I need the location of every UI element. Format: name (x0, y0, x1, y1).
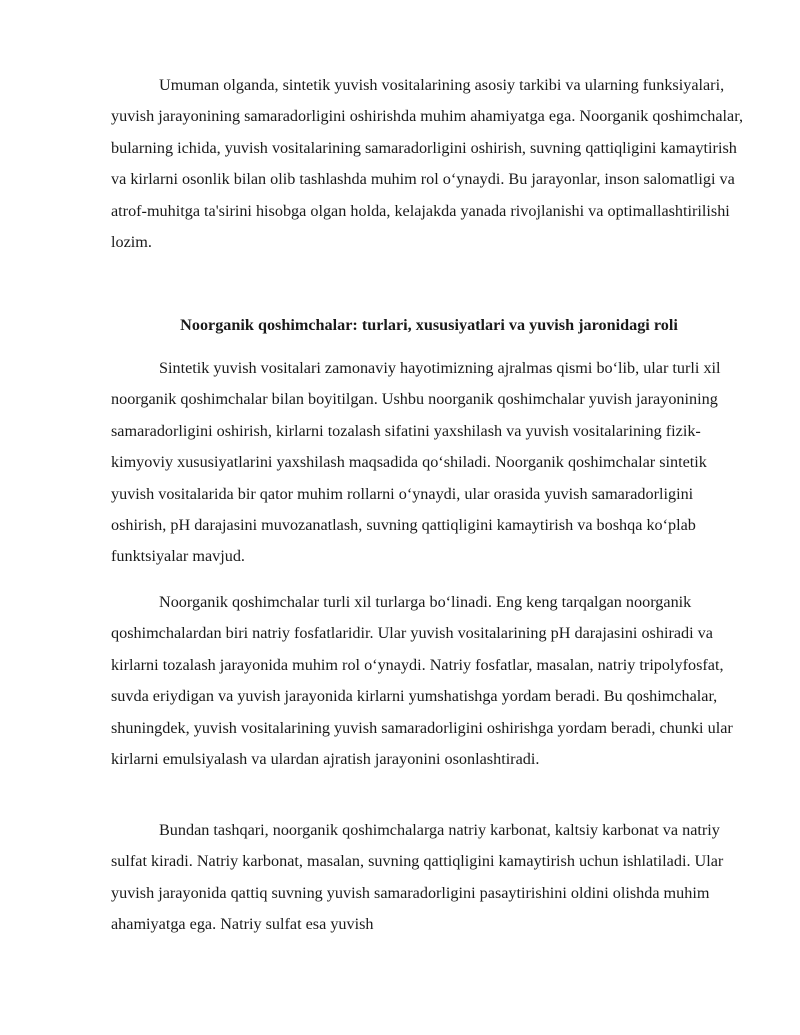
body-paragraph-4: Bundan tashqari, noorganik qoshimchalarga natriy karbonat, kaltsiy karbonat va natriy sulfat kiradi. Natriy karbonat, masalan, suvning qattiqligini kamaytirish uchun ishlatiladi. Ular yuvish jarayonida qattiq suvning yuvish samaradorligini pasaytirishini oldini olishda muhim ahamiyatga ega. Natriy sulfat esa yuvish (111, 821, 724, 934)
body-paragraph-2: Sintetik yuvish vositalari zamonaviy hayotimizning ajralmas qismi bo‘lib, ular turli xil noorganik qoshimchalar bilan boyitilgan. Ushbu noorganik qoshimchalar yuvish jarayonining samaradorligini oshirish, kirlarni tozalash sifatini yaxshilash va yuvish vositalarining fizik-kimyoviy xususiyatlarini yaxshilash maqsadida qo‘shiladi. Noorganik qoshimchalar sintetik yuvish vositalarida bir qator muhim rollarni o‘ynaydi, ular orasida yuvish samaradorligini oshirish, pH darajasini muvozanatlash, suvning qattiqligini kamaytirish va boshqa ko‘plab funktsiyalar mavjud. (111, 359, 721, 566)
body-paragraph-1: Umuman olganda, sintetik yuvish vositalarining asosiy tarkibi va ularning funksiyalari, yuvish jarayonining samaradorligini oshirishda muhim ahamiyatga ega. Noorganik qoshimchalar, bularning ichida, yuvish vositalarining samaradorligini oshirish, suvning qattiqligini kamaytirish va kirlarni osonlik bilan olib tashlashda muhim rol o‘ynaydi. Bu jarayonlar, inson salomatligi va atrof-muhitga ta'sirini hisobga olgan holda, kelajakda yanada rivojlanishi va optimallashtirilishi lozim. (111, 76, 744, 252)
body-paragraph-3: Noorganik qoshimchalar turli xil turlarga bo‘linadi. Eng keng tarqalgan noorganik qoshimchalardan biri natriy fosfatlaridir. Ular yuvish vositalarining pH darajasini oshiradi va kirlarni tozalash jarayonida muhim rol o‘ynaydi. Natriy fosfatlar, masalan, natriy tripolyfosfat, suvda eriydigan va yuvish jarayonida kirlarni yumshatishga yordam beradi. Bu qoshimchalar, shuningdek, yuvish vositalarining yuvish samaradorligini oshirishga yordam beradi, chunki ular kirlarni emulsiyalash va ulardan ajratish jarayonini osonlashtiradi. (111, 593, 733, 769)
section-heading: Noorganik qoshimchalar: turlari, xususiyatlari va yuvish jaronidagi roli (180, 316, 678, 334)
